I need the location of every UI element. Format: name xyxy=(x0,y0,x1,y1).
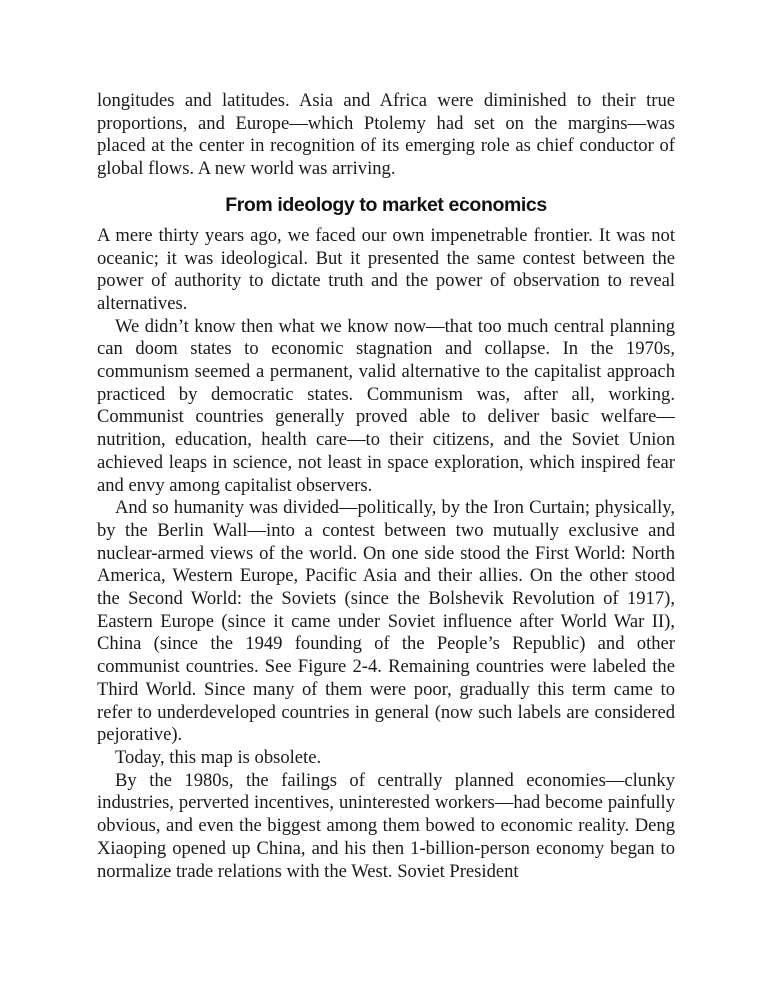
body-paragraph-2: We didn’t know then what we know now—that too much central planning can doom states to economic stagnation and collapse. In the 1970s, communism seemed a permanent, valid alternative to the capitalist approach practiced by democratic states. Communism was, after all, working. Communist countries generally proved able to deliver basic welfare—nutrition, education, health care—to their citizens, and the Soviet Union achieved leaps in science, not least in space exploration, which inspired fear and envy among capitalist observers. xyxy=(97,315,675,496)
body-paragraph-3: And so humanity was divided—politically, by the Iron Curtain; physically, by the Berlin Wall—into a contest between two mutually exclusive and nuclear-armed views of the world. On one side stood the First World: North America, Western Europe, Pacific Asia and their allies. On the other stood the Second World: the Soviets (since the Bolshevik Revolution of 1917), Eastern Europe (since it came under Soviet influence after World War II), China (since the 1949 founding of the People’s Republic) and other communist countries. See Figure 2-4. Remaining countries were labeled the Third World. Since many of them were poor, gradually this term came to refer to underdeveloped countries in general (now such labels are considered pejorative). xyxy=(97,497,675,746)
body-paragraph-4: Today, this map is obsolete. xyxy=(115,746,322,768)
section-heading: From ideology to market economics xyxy=(225,193,547,216)
intro-paragraph: longitudes and latitudes. Asia and Africa were diminished to their true proportions, and Europe—which Ptolemy had set on the margins—was placed at the center in recognition of its emerging role as chief conductor of global flows. A new world was arriving. xyxy=(97,90,675,180)
body-paragraph-1: A mere thirty years ago, we faced our own impenetrable frontier. It was not oceanic; it was ideological. But it presented the same contest between the power of authority to dictate truth and the power of observation to reveal alternatives. xyxy=(97,224,675,314)
body-paragraph-5: By the 1980s, the failings of centrally planned economies—clunky industries, perverted incentives, uninterested workers—had become painfully obvious, and even the biggest among them bowed to economic reality. Deng Xiaoping opened up China, and his then 1-billion-person economy began to normalize trade relations with the West. Soviet President xyxy=(97,769,675,882)
document-page xyxy=(97,90,675,883)
